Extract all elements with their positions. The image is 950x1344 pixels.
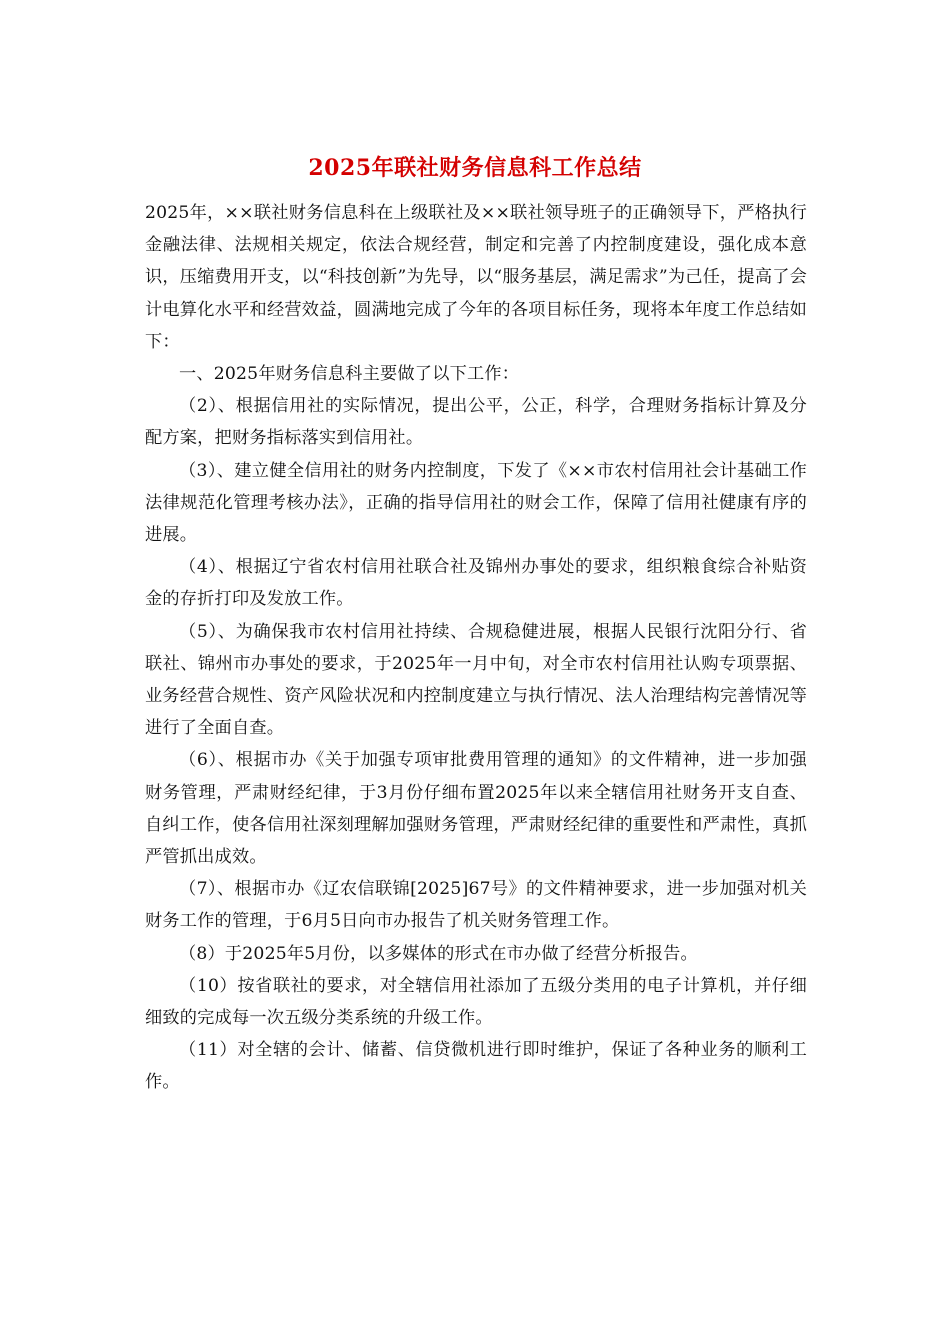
work-item-10: （10）按省联社的要求，对全辖信用社添加了五级分类用的电子计算机，并仔细细致的完成每一次五级分类系统的升级工作。 (145, 975, 807, 1029)
work-item-8: （8）于2025年5月份，以多媒体的形式在市办做了经营分析报告。 (179, 943, 698, 964)
work-item-2: （2）、根据信用社的实际情况，提出公平，公正，科学，合理财务指标计算及分配方案，把财务指标落实到信用社。 (145, 396, 807, 449)
work-item-3: （3）、建立健全信用社的财务内控制度，下发了《××市农村信用社会计基础工作法律规范化管理考核办法》，正确的指导信用社的财会工作，保障了信用社健康有序的进展。 (145, 460, 807, 546)
work-item-4: （4）、根据辽宁省农村信用社联合社及锦州办事处的要求，组织粮食综合补贴资金的存折打印及发放工作。 (145, 557, 807, 610)
intro-paragraph: 2025年，××联社财务信息科在上级联社及××联社领导班子的正确领导下，严格执行金融法律、法规相关规定，依法合规经营，制定和完善了内控制度建设，强化成本意识，压缩费用开支，以“科技创新”为先导，以“服务基层，满足需求”为己任，提高了会计电算化水平和经营效益，圆满地完成了今年的各项目标任务，现将本年度工作总结如下： (145, 203, 807, 352)
document-body (145, 197, 807, 1099)
work-item-11: （11）对全辖的会计、储蓄、信贷微机进行即时维护，保证了各种业务的顺利工作。 (145, 1040, 807, 1093)
work-item-5: （5）、为确保我市农村信用社持续、合规稳健进展，根据人民银行沈阳分行、省联社、锦州市办事处的要求，于2025年一月中旬，对全市农村信用社认购专项票据、业务经营合规性、资产风险状况和内控制度建立与执行情况、法人治理结构完善情况等进行了全面自查。 (145, 621, 807, 739)
work-item-7: （7）、根据市办《辽农信联锦[2025]67号》的文件精神要求，进一步加强对机关财务工作的管理，于6月5日向市办报告了机关财务管理工作。 (145, 879, 807, 932)
document-title: 2025年联社财务信息科工作总结 (308, 155, 642, 181)
work-item-6: （6）、根据市办《关于加强专项审批费用管理的通知》的文件精神，进一步加强财务管理，严肃财经纪律，于3月份仔细布置2025年以来全辖信用社财务开支自查、自纠工作，使各信用社深刻理解加强财务管理，严肃财经纪律的重要性和严肃性，真抓严管抓出成效。 (145, 750, 807, 868)
section-heading: 一、2025年财务信息科主要做了以下工作： (179, 364, 520, 385)
